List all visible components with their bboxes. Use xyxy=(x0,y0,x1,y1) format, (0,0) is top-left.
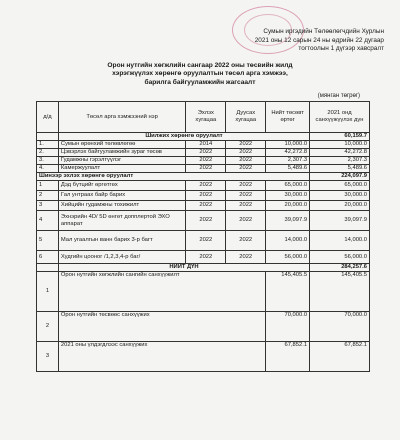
cell-fund: 70,000.0 xyxy=(310,312,370,342)
cell-fund: 14,000.0 xyxy=(310,231,370,251)
table-row xyxy=(37,342,370,372)
cell-cost: 2,307.3 xyxy=(266,157,310,165)
cell-start: 2022 xyxy=(186,231,226,251)
cell-name: Дэд бүтцийг өргөтгөх xyxy=(58,181,185,191)
cell-fund: 65,000.0 xyxy=(310,181,370,191)
cell-name: Эхнэрийн 4D/ 5D өнгөт допплертой ЭХО аппарат xyxy=(58,211,185,231)
col-header-start: Эхлэх хугацаа xyxy=(186,102,226,133)
cell-end: 2022 xyxy=(226,251,266,264)
cell-name: Худгийн цооног /1,2,3,4-р баг/ xyxy=(58,251,185,264)
section-row-transfer xyxy=(37,133,370,141)
unit-note: (мянган төгрөг) xyxy=(317,93,360,99)
cell-end: 2022 xyxy=(226,201,266,211)
cell-name: Камержуулалт xyxy=(58,165,185,173)
header-line-2: 2021 оны 12 сарын 24 ны өдрийн 22 дугаар xyxy=(254,36,384,44)
cell-fund: 39,097.9 xyxy=(310,211,370,231)
cell-fund: 20,000.0 xyxy=(310,201,370,211)
cell-end: 2022 xyxy=(226,165,266,173)
cell-start: 2022 xyxy=(186,201,226,211)
table-row xyxy=(37,251,370,264)
cell-end: 2022 xyxy=(226,149,266,157)
cell-cost: 56,000.0 xyxy=(266,251,310,264)
cell-name: Хийцийн гудамжны тохижилт xyxy=(58,201,185,211)
cell-start: 2022 xyxy=(186,211,226,231)
cell-num: 4 xyxy=(37,211,59,231)
cell-cost: 145,405.5 xyxy=(266,272,310,312)
cell-end: 2022 xyxy=(226,231,266,251)
section-label: Шинээр эхлэх хөрөнгө оруулалт xyxy=(37,173,310,181)
cell-fund: 2,307.3 xyxy=(310,157,370,165)
cell-fund: 30,000.0 xyxy=(310,191,370,201)
grand-total-row xyxy=(37,264,370,272)
header-line-1: Сумын иргэдийн Төлөөлөгчдийн Хурлын xyxy=(263,28,384,35)
table-row xyxy=(37,272,370,312)
table-row xyxy=(37,201,370,211)
cell-start: 2014 xyxy=(186,141,226,149)
investment-table xyxy=(36,101,370,372)
header-line-3: тогтоолын 1 дүгээр хавсралт xyxy=(298,45,384,53)
cell-name: Орон нутгийн хөгжлийн сангийн санхүүжилт xyxy=(58,272,265,312)
cell-num: 4. xyxy=(37,165,59,173)
cell-end: 2022 xyxy=(226,191,266,201)
cell-end: 2022 xyxy=(226,141,266,149)
cell-name: Мал угаалгын ванн барих 3-р багт xyxy=(58,231,185,251)
col-header-fund: 2021 онд санхүүжүүлэх дүн xyxy=(310,102,370,133)
cell-fund: 145,405.5 xyxy=(310,272,370,312)
title-line-3: барилга байгууламжийн жагсаалт xyxy=(144,78,256,86)
appendix-header xyxy=(174,28,384,54)
cell-num: 5 xyxy=(37,231,59,251)
cell-name: Гал унтраах байр барих xyxy=(58,191,185,201)
table-row xyxy=(37,141,370,149)
cell-num: 6 xyxy=(37,251,59,264)
cell-cost: 42,272.8 xyxy=(266,149,310,157)
cell-name: Орон нутгийн төсвөөс санхүүжих xyxy=(58,312,265,342)
table-row xyxy=(37,181,370,191)
cell-fund: 10,000.0 xyxy=(310,141,370,149)
cell-end: 2022 xyxy=(226,211,266,231)
cell-start: 2022 xyxy=(186,165,226,173)
cell-start: 2022 xyxy=(186,191,226,201)
cell-cost: 70,000.0 xyxy=(266,312,310,342)
cell-name: Сумын өрөнхий төлөвлөгөө xyxy=(58,141,185,149)
col-header-end: Дуусах хугацаа xyxy=(226,102,266,133)
cell-name: 2021 оны үлдэгдлээс санхүүжих xyxy=(58,342,265,372)
cell-num: 2 xyxy=(37,191,59,201)
cell-end: 2022 xyxy=(226,181,266,191)
cell-end: 2022 xyxy=(226,157,266,165)
cell-start: 2022 xyxy=(186,251,226,264)
table-row xyxy=(37,157,370,165)
cell-cost: 5,489.6 xyxy=(266,165,310,173)
cell-fund: 5,489.6 xyxy=(310,165,370,173)
cell-num: 1 xyxy=(37,272,59,312)
col-header-cost: Нийт төсөвт өртөг xyxy=(266,102,310,133)
table-row xyxy=(37,231,370,251)
cell-name: Гудамжны гэрэлтүүлэг xyxy=(58,157,185,165)
cell-num: 2 xyxy=(37,312,59,342)
cell-cost: 30,000.0 xyxy=(266,191,310,201)
section-total: 60,159.7 xyxy=(310,133,370,141)
cell-cost: 39,097.9 xyxy=(266,211,310,231)
title-line-1: Орон нутгийн хөгжлийн сангаар 2022 оны төсвийн жилд xyxy=(107,62,293,69)
section-label: Шилжих хөрөнгө оруулалт xyxy=(58,133,309,141)
section-row-new xyxy=(37,173,370,181)
cell-num: 3 xyxy=(37,201,59,211)
cell-num: 3. xyxy=(37,157,59,165)
table-row xyxy=(37,149,370,157)
document-title xyxy=(60,62,340,87)
cell-num: 3 xyxy=(37,342,59,372)
cell-fund: 42,272.8 xyxy=(310,149,370,157)
table-row xyxy=(37,191,370,201)
cell-fund: 56,000.0 xyxy=(310,251,370,264)
cell-name: Цэвэрлэх байгууламжийн зураг төсөв xyxy=(58,149,185,157)
table-header-row xyxy=(37,102,370,133)
cell-num: 1. xyxy=(37,141,59,149)
cell-cost: 10,000.0 xyxy=(266,141,310,149)
section-total: 224,097.9 xyxy=(310,173,370,181)
cell-cost: 14,000.0 xyxy=(266,231,310,251)
cell-start: 2022 xyxy=(186,181,226,191)
table-row xyxy=(37,211,370,231)
cell-num: 1 xyxy=(37,181,59,191)
col-header-name: Төсөл арга хэмжээний нэр xyxy=(58,102,185,133)
table-row xyxy=(37,312,370,342)
cell-cost: 65,000.0 xyxy=(266,181,310,191)
cell-start: 2022 xyxy=(186,149,226,157)
grand-total-value: 284,257.6 xyxy=(310,264,370,272)
col-header-num: д/д xyxy=(37,102,59,133)
cell-cost: 20,000.0 xyxy=(266,201,310,211)
table-row xyxy=(37,165,370,173)
cell-fund: 67,852.1 xyxy=(310,342,370,372)
cell-cost: 67,852.1 xyxy=(266,342,310,372)
grand-total-label: НИЙТ ДҮН xyxy=(58,264,309,272)
title-line-2: хэрэгжүүлэх хөрөнгө оруулалтын төсөл арга хэмжээ, xyxy=(112,70,288,78)
cell-num: 2. xyxy=(37,149,59,157)
cell-start: 2022 xyxy=(186,157,226,165)
